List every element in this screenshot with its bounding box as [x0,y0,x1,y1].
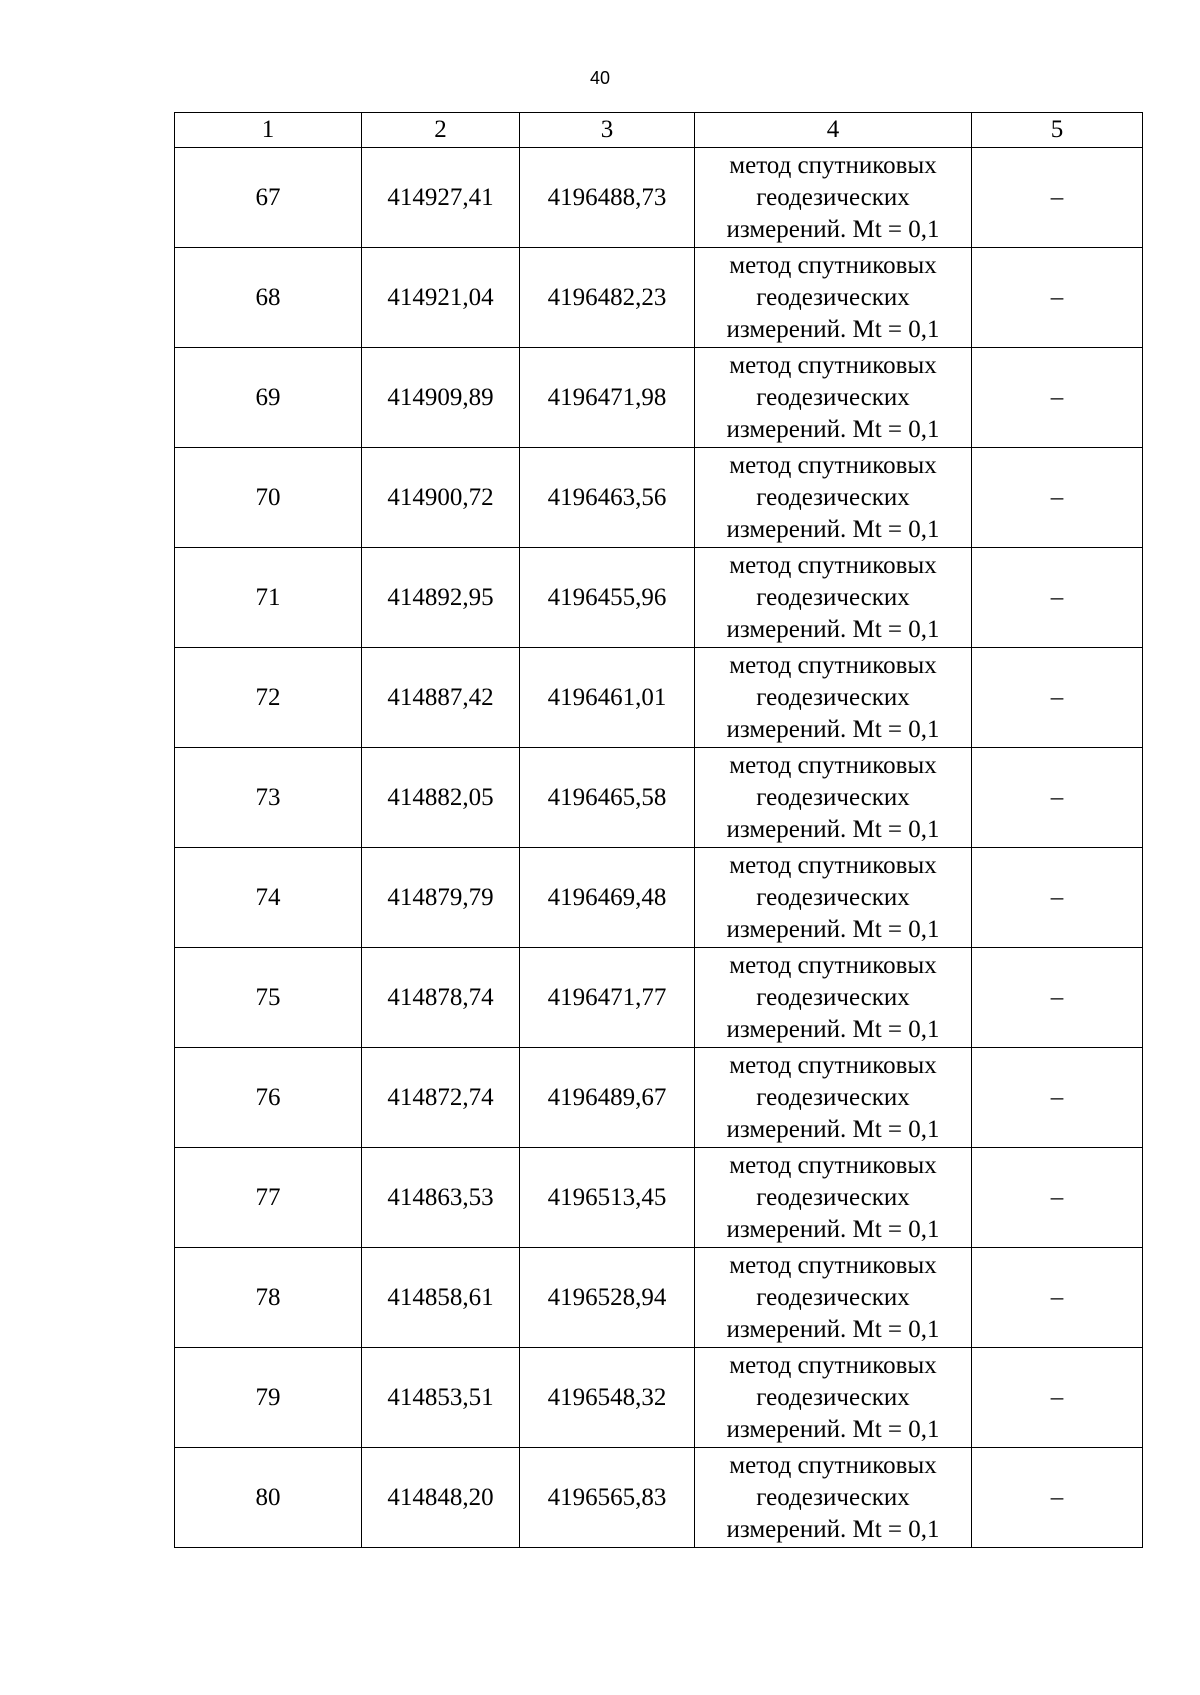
x-coordinate-cell: 414848,20 [362,1448,520,1548]
point-number-cell: 78 [175,1248,362,1348]
method-line: метод спутниковых [729,651,937,679]
method-line: метод спутниковых [729,851,937,879]
y-coordinate-cell: 4196548,32 [520,1348,695,1448]
header-col-5: 5 [972,113,1143,148]
x-coordinate-cell: 414853,51 [362,1348,520,1448]
method-line: измерений. Mt = 0,1 [726,415,940,443]
note-cell: – [972,1048,1143,1148]
x-coordinate-cell: 414892,95 [362,548,520,648]
header-col-4: 4 [695,113,972,148]
method-line: измерений. Mt = 0,1 [726,1015,940,1043]
method-line: измерений. Mt = 0,1 [726,815,940,843]
table-row [175,548,1143,648]
method-line: геодезических [756,483,910,511]
point-number-cell: 71 [175,548,362,648]
method-line: геодезических [756,1183,910,1211]
note-cell: – [972,348,1143,448]
header-row [175,113,1143,148]
y-coordinate-cell: 4196471,98 [520,348,695,448]
method-line: геодезических [756,683,910,711]
y-coordinate-cell: 4196489,67 [520,1048,695,1148]
method-line: измерений. Mt = 0,1 [726,715,940,743]
note-cell: – [972,1148,1143,1248]
point-number-cell: 68 [175,248,362,348]
table-row [175,1048,1143,1148]
table-row [175,948,1143,1048]
x-coordinate-cell: 414878,74 [362,948,520,1048]
method-line: метод спутниковых [729,1051,937,1079]
method-line: геодезических [756,783,910,811]
point-number-cell: 73 [175,748,362,848]
point-number-cell: 69 [175,348,362,448]
x-coordinate-cell: 414921,04 [362,248,520,348]
table-row [175,1248,1143,1348]
method-line: метод спутниковых [729,951,937,979]
note-cell: – [972,948,1143,1048]
method-cell [695,448,972,548]
method-cell [695,1148,972,1248]
note-cell: – [972,848,1143,948]
table-row [175,1148,1143,1248]
y-coordinate-cell: 4196463,56 [520,448,695,548]
point-number-cell: 80 [175,1448,362,1548]
method-line: метод спутниковых [729,251,937,279]
method-line: измерений. Mt = 0,1 [726,1115,940,1143]
x-coordinate-cell: 414872,74 [362,1048,520,1148]
y-coordinate-cell: 4196528,94 [520,1248,695,1348]
y-coordinate-cell: 4196565,83 [520,1448,695,1548]
header-col-3: 3 [520,113,695,148]
note-cell: – [972,148,1143,248]
method-line: измерений. Mt = 0,1 [726,515,940,543]
note-cell: – [972,448,1143,548]
method-line: измерений. Mt = 0,1 [726,215,940,243]
note-cell: – [972,648,1143,748]
x-coordinate-cell: 414927,41 [362,148,520,248]
method-line: геодезических [756,383,910,411]
x-coordinate-cell: 414900,72 [362,448,520,548]
note-cell: – [972,748,1143,848]
method-line: геодезических [756,1083,910,1111]
point-number-cell: 72 [175,648,362,748]
method-cell [695,848,972,948]
method-cell [695,948,972,1048]
note-cell: – [972,1348,1143,1448]
method-cell [695,1248,972,1348]
y-coordinate-cell: 4196482,23 [520,248,695,348]
method-cell [695,248,972,348]
point-number-cell: 74 [175,848,362,948]
table-row [175,1348,1143,1448]
header-col-2: 2 [362,113,520,148]
note-cell: – [972,548,1143,648]
table-header [175,113,1143,148]
y-coordinate-cell: 4196455,96 [520,548,695,648]
method-line: геодезических [756,1283,910,1311]
method-line: геодезических [756,183,910,211]
method-line: измерений. Mt = 0,1 [726,1415,940,1443]
table-row [175,648,1143,748]
y-coordinate-cell: 4196488,73 [520,148,695,248]
table-body [175,148,1143,1548]
note-cell: – [972,1248,1143,1348]
coordinates-table [174,112,1143,1548]
method-cell [695,548,972,648]
method-line: метод спутниковых [729,551,937,579]
x-coordinate-cell: 414882,05 [362,748,520,848]
header-col-1: 1 [175,113,362,148]
method-line: метод спутниковых [729,451,937,479]
method-cell [695,1348,972,1448]
method-line: метод спутниковых [729,751,937,779]
method-line: измерений. Mt = 0,1 [726,1515,940,1543]
table-row [175,248,1143,348]
y-coordinate-cell: 4196471,77 [520,948,695,1048]
table-row [175,848,1143,948]
point-number-cell: 75 [175,948,362,1048]
method-cell [695,1048,972,1148]
point-number-cell: 77 [175,1148,362,1248]
x-coordinate-cell: 414879,79 [362,848,520,948]
table-row [175,148,1143,248]
method-line: геодезических [756,983,910,1011]
method-line: измерений. Mt = 0,1 [726,915,940,943]
method-line: метод спутниковых [729,1451,937,1479]
table-row [175,448,1143,548]
method-cell [695,748,972,848]
method-line: измерений. Mt = 0,1 [726,315,940,343]
y-coordinate-cell: 4196465,58 [520,748,695,848]
x-coordinate-cell: 414863,53 [362,1148,520,1248]
method-cell [695,148,972,248]
y-coordinate-cell: 4196461,01 [520,648,695,748]
method-line: геодезических [756,1383,910,1411]
point-number-cell: 70 [175,448,362,548]
table-row [175,748,1143,848]
method-line: метод спутниковых [729,351,937,379]
method-line: измерений. Mt = 0,1 [726,1315,940,1343]
method-line: измерений. Mt = 0,1 [726,1215,940,1243]
method-line: геодезических [756,583,910,611]
method-line: геодезических [756,283,910,311]
point-number-cell: 76 [175,1048,362,1148]
method-line: метод спутниковых [729,1251,937,1279]
method-line: геодезических [756,883,910,911]
note-cell: – [972,248,1143,348]
x-coordinate-cell: 414909,89 [362,348,520,448]
point-number-cell: 67 [175,148,362,248]
method-line: метод спутниковых [729,151,937,179]
x-coordinate-cell: 414858,61 [362,1248,520,1348]
y-coordinate-cell: 4196469,48 [520,848,695,948]
method-cell [695,348,972,448]
method-line: метод спутниковых [729,1351,937,1379]
note-cell: – [972,1448,1143,1548]
method-line: измерений. Mt = 0,1 [726,615,940,643]
y-coordinate-cell: 4196513,45 [520,1148,695,1248]
method-cell [695,648,972,748]
method-line: геодезических [756,1483,910,1511]
method-cell [695,1448,972,1548]
method-line: метод спутниковых [729,1151,937,1179]
point-number-cell: 79 [175,1348,362,1448]
page-number: 40 [589,68,611,88]
x-coordinate-cell: 414887,42 [362,648,520,748]
table-row [175,348,1143,448]
table-row [175,1448,1143,1548]
